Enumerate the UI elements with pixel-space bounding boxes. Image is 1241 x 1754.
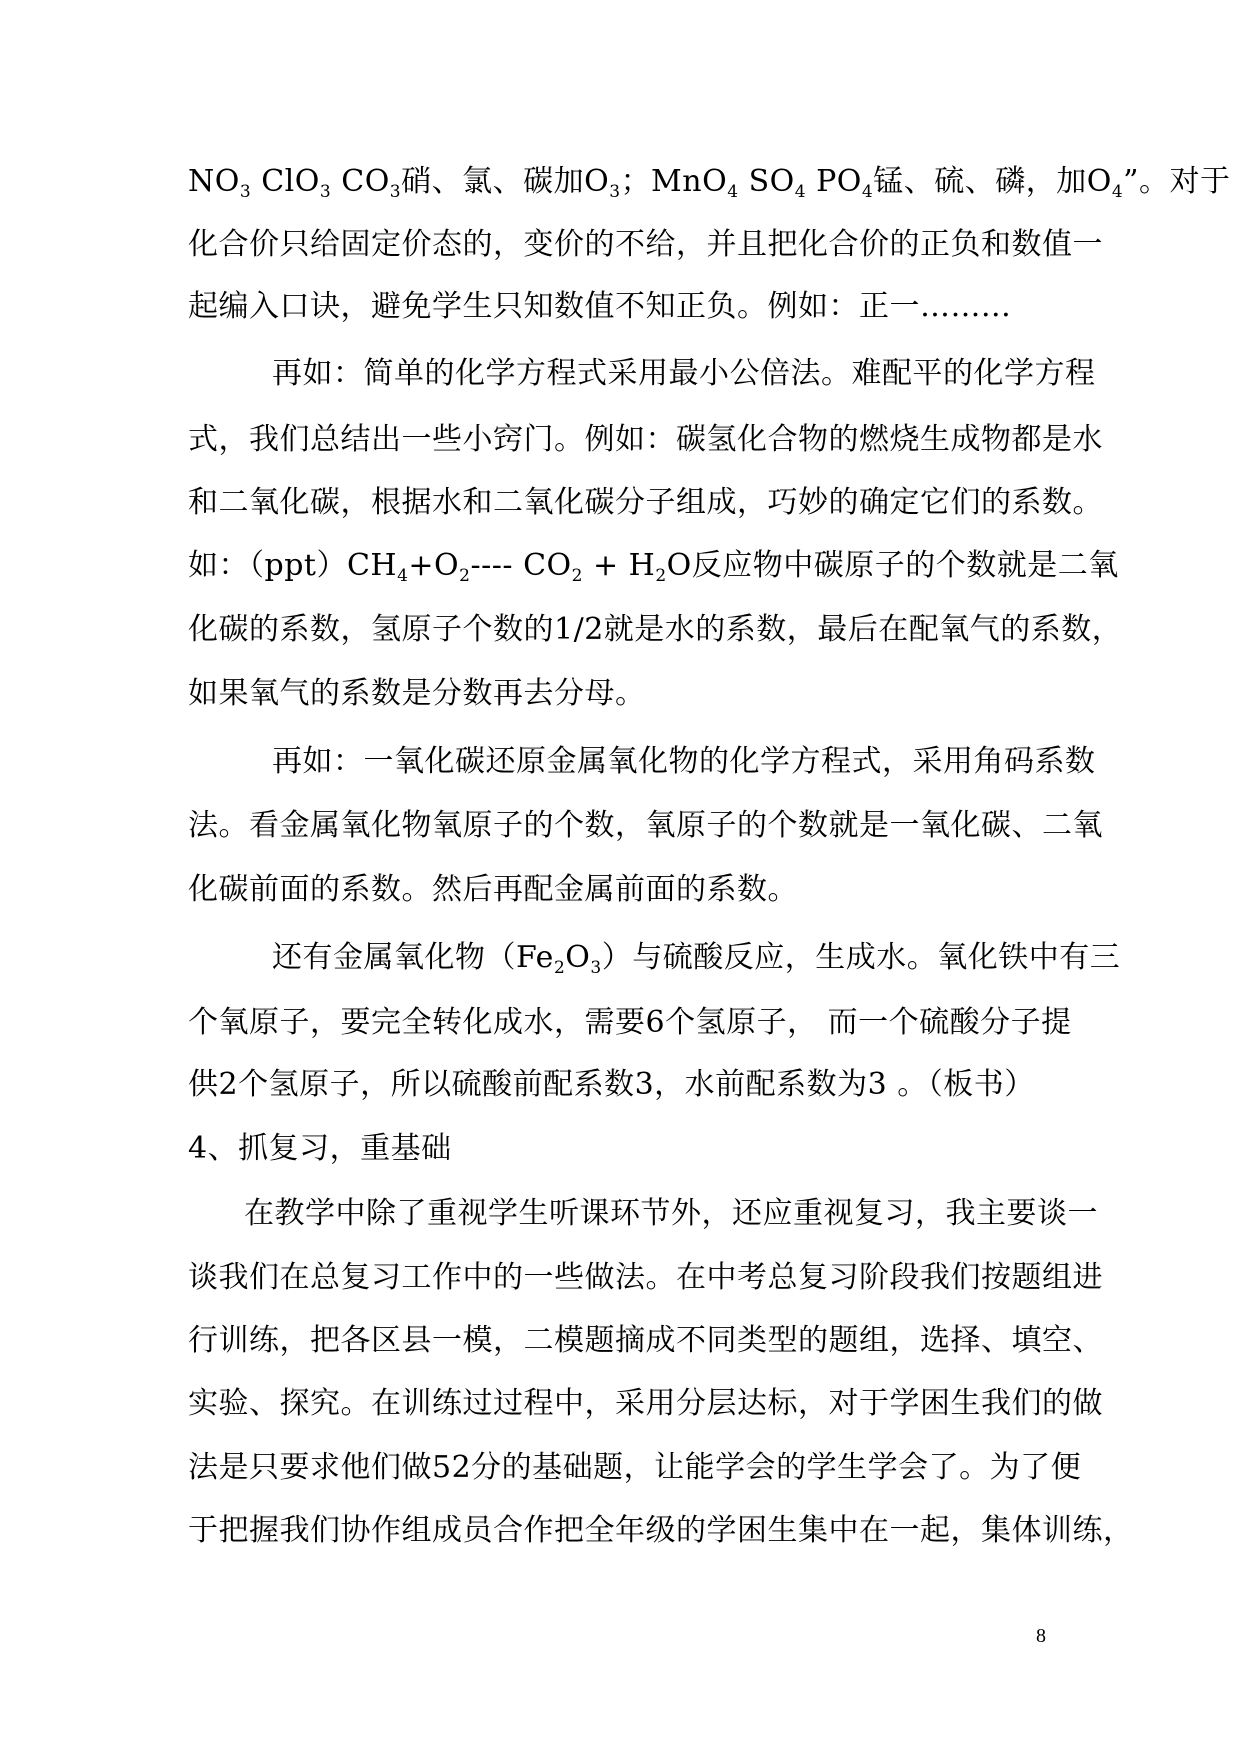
text-line [188, 610, 1123, 650]
subscript: 4 [861, 182, 874, 202]
text-segment: 锰、硫、磷，加O [873, 164, 1112, 199]
text-segment: 起编入口诀，避免学生只知数值不知正负。例如：正一……... [188, 289, 1012, 324]
text-segment: ）与硫酸反应，生成水。氧化铁中有三 [601, 940, 1121, 975]
text-segment: 式，我们总结出一些小窍门。例如：碳氢化合物的燃烧生成物都是水 [188, 422, 1103, 457]
subscript: 2 [655, 566, 667, 586]
text-segment: +O [408, 548, 460, 583]
section-heading [188, 1129, 1068, 1169]
text-segment: 再如：简单的化学方程式采用最小公倍法。难配平的化学方程 [272, 356, 1096, 391]
subscript: 4 [397, 566, 409, 586]
text-line [188, 674, 1068, 714]
page-number: 8 [1036, 1625, 1046, 1647]
text-segment: SO [738, 164, 795, 199]
text-segment: 个氧原子，要完全转化成水，需要6个氢原子， 而一个硫酸分子提 [188, 1005, 1072, 1040]
text-segment: 谈我们在总复习工作中的一些做法。在中考总复习阶段我们按题组进 [188, 1260, 1103, 1295]
subscript: 3 [389, 182, 402, 202]
text-line [188, 287, 1068, 327]
subscript: 3 [319, 182, 332, 202]
text-segment: CO [331, 164, 390, 199]
text-segment: ”。对于 [1123, 164, 1231, 199]
text-line [188, 870, 1068, 910]
text-segment: O [565, 940, 591, 975]
text-line [188, 1065, 1068, 1105]
text-line [272, 938, 1152, 978]
text-line [188, 483, 1103, 523]
subscript: 2 [553, 958, 566, 978]
subscript: 3 [590, 958, 602, 978]
text-segment: 还有金属氧化物（Fe [272, 940, 554, 975]
text-line [188, 806, 1103, 846]
text-segment: 如：（ppt）CH [188, 548, 398, 583]
text-segment: 实验、探究。在训练过过程中，采用分层达标，对于学困生我们的做 [188, 1386, 1103, 1421]
text-segment: O反应物中碳原子的个数就是二氧 [666, 548, 1119, 583]
text-segment: 法是只要求他们做52分的基础题，让能学会的学生学会了。为了便 [188, 1450, 1082, 1485]
text-segment: 和二氧化碳，根据水和二氧化碳分子组成，巧妙的确定它们的系数。 [188, 485, 1103, 520]
text-segment: 化碳前面的系数。然后再配金属前面的系数。 [188, 872, 798, 907]
text-line [188, 1258, 1103, 1298]
text-segment: 供2个氢原子，所以硫酸前配系数3，水前配系数为3 。（板书） [188, 1067, 1035, 1102]
text-segment: NO [188, 164, 240, 199]
text-line [188, 1321, 1103, 1361]
text-segment: ；MnO [620, 164, 728, 199]
text-segment: 行训练，把各区县一模，二模题摘成不同类型的题组，选择、填空、 [188, 1323, 1103, 1358]
subscript: 2 [571, 566, 583, 586]
text-segment: 法。看金属氧化物氧原子的个数，氧原子的个数就是一氧化碳、二氧 [188, 808, 1103, 843]
text-segment: 于把握我们协作组成员合作把全年级的学困生集中在一起，集体训练， [188, 1513, 1134, 1548]
text-line [188, 225, 1103, 265]
subscript: 3 [239, 182, 252, 202]
text-segment: 化碳的系数，氢原子个数的1/2就是水的系数，最后在配氧气的系数， [188, 612, 1123, 647]
text-segment: 4、抓复习，重基础 [188, 1131, 452, 1166]
text-segment: + H [582, 548, 656, 583]
text-line [188, 546, 1119, 586]
subscript: 4 [727, 182, 739, 202]
subscript: 4 [1111, 182, 1124, 202]
subscript: 3 [609, 182, 621, 202]
text-segment: ---- CO [470, 548, 572, 583]
text-line [272, 742, 1152, 782]
text-segment: 化合价只给固定价态的，变价的不给，并且把化合价的正负和数值一 [188, 227, 1103, 262]
text-line [244, 1194, 1124, 1234]
text-segment: ClO [251, 164, 320, 199]
text-line [272, 354, 1152, 394]
subscript: 4 [794, 182, 807, 202]
subscript: 2 [459, 566, 471, 586]
text-segment: PO [806, 164, 862, 199]
text-line [188, 420, 1103, 460]
text-line [188, 1448, 1082, 1488]
text-segment: 如果氧气的系数是分数再去分母。 [188, 676, 646, 711]
text-line [188, 1384, 1103, 1424]
text-line [188, 162, 1231, 202]
text-line [188, 1003, 1072, 1043]
text-segment: 硝、氯、碳加O [401, 164, 610, 199]
text-segment: 再如：一氧化碳还原金属氧化物的化学方程式，采用角码系数 [272, 744, 1096, 779]
text-line [188, 1511, 1134, 1551]
text-segment: 在教学中除了重视学生听课环节外，还应重视复习，我主要谈一 [244, 1196, 1098, 1231]
